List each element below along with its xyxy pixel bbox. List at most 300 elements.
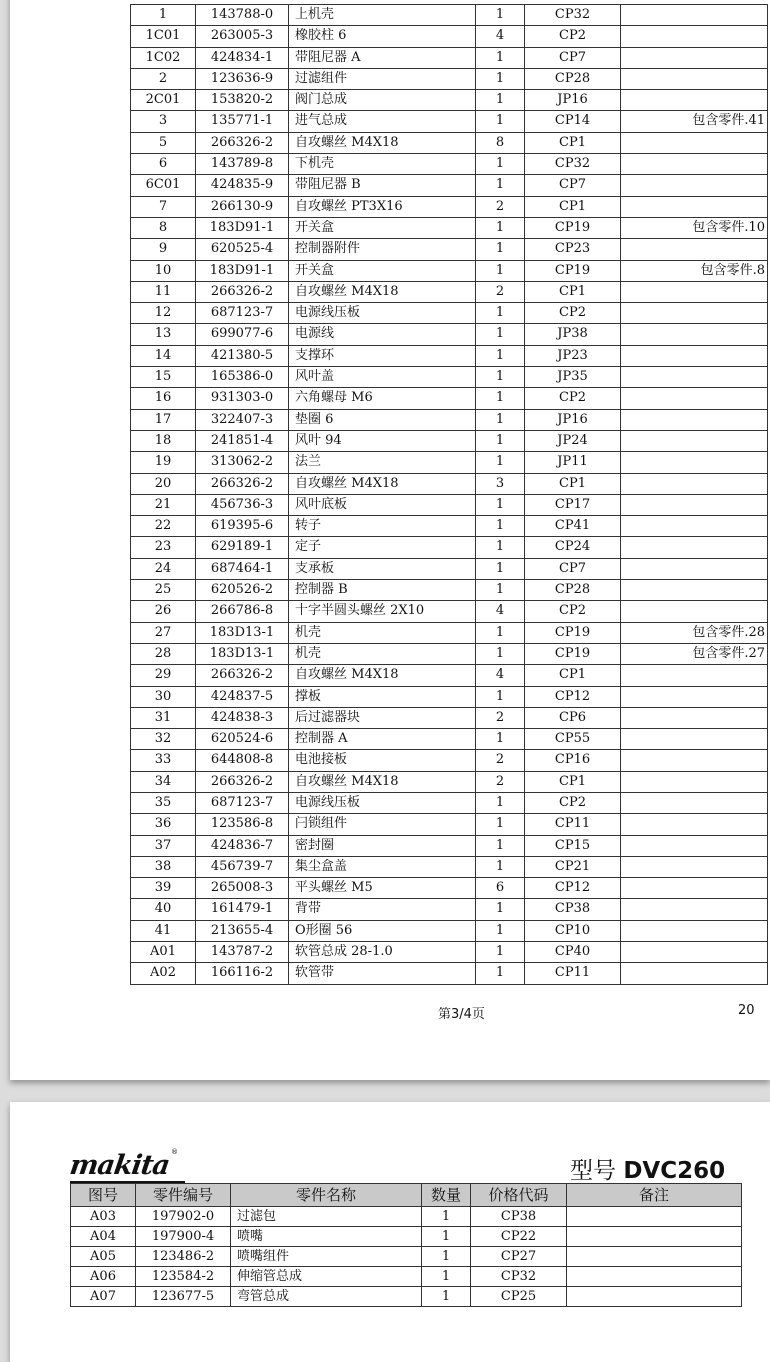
cell-no: A05 bbox=[71, 1247, 136, 1267]
cell-quantity: 1 bbox=[476, 835, 525, 856]
cell-part-number: 123586-8 bbox=[196, 814, 289, 835]
footer-date: 20 bbox=[738, 1003, 755, 1018]
cell-quantity: 1 bbox=[476, 260, 525, 281]
cell-part-number: 197902-0 bbox=[136, 1207, 231, 1227]
cell-no: 37 bbox=[131, 835, 196, 856]
cell-quantity: 1 bbox=[476, 580, 525, 601]
cell-price-code: CP1 bbox=[525, 281, 621, 302]
cell-part-name: 电源线 bbox=[289, 324, 476, 345]
cell-price-code: JP11 bbox=[525, 452, 621, 473]
cell-price-code: CP17 bbox=[525, 494, 621, 515]
cell-price-code: CP14 bbox=[525, 111, 621, 132]
cell-part-number: 424834-1 bbox=[196, 47, 289, 68]
cell-part-name: 垫圈 6 bbox=[289, 409, 476, 430]
cell-part-name: 带阻尼器 A bbox=[289, 47, 476, 68]
cell-price-code: CP11 bbox=[525, 963, 621, 984]
cell-part-name: 过滤组件 bbox=[289, 68, 476, 89]
cell-no: 5 bbox=[131, 132, 196, 153]
table-row bbox=[131, 771, 768, 792]
cell-part-name: 六角螺母 M6 bbox=[289, 388, 476, 409]
cell-remark bbox=[621, 920, 768, 941]
table-row bbox=[131, 707, 768, 728]
cell-quantity: 1 bbox=[476, 239, 525, 260]
table-row bbox=[131, 154, 768, 175]
cell-remark bbox=[621, 750, 768, 771]
cell-price-code: CP22 bbox=[471, 1227, 567, 1247]
cell-quantity: 1 bbox=[476, 452, 525, 473]
cell-part-name: 风叶盖 bbox=[289, 367, 476, 388]
cell-part-number: 266326-2 bbox=[196, 281, 289, 302]
makita-logo: makita bbox=[67, 1150, 172, 1181]
cell-part-number: 213655-4 bbox=[196, 920, 289, 941]
table-row bbox=[131, 494, 768, 515]
cell-remark bbox=[621, 132, 768, 153]
cell-quantity: 1 bbox=[476, 324, 525, 345]
cell-quantity: 1 bbox=[476, 367, 525, 388]
cell-part-number: 322407-3 bbox=[196, 409, 289, 430]
cell-price-code: CP7 bbox=[525, 558, 621, 579]
cell-quantity: 1 bbox=[476, 558, 525, 579]
cell-part-name: 下机壳 bbox=[289, 154, 476, 175]
cell-part-name: 自攻螺丝 M4X18 bbox=[289, 771, 476, 792]
cell-no: 12 bbox=[131, 303, 196, 324]
cell-price-code: CP19 bbox=[525, 622, 621, 643]
cell-no: 20 bbox=[131, 473, 196, 494]
cell-remark bbox=[621, 963, 768, 984]
cell-remark bbox=[621, 878, 768, 899]
cell-quantity: 1 bbox=[476, 729, 525, 750]
cell-part-number: 644808-8 bbox=[196, 750, 289, 771]
cell-part-number: 699077-6 bbox=[196, 324, 289, 345]
cell-quantity: 1 bbox=[476, 5, 525, 26]
table-row bbox=[131, 260, 768, 281]
cell-no: 16 bbox=[131, 388, 196, 409]
cell-no: 1C02 bbox=[131, 47, 196, 68]
cell-part-name: 自攻螺丝 M4X18 bbox=[289, 665, 476, 686]
cell-part-name: 机壳 bbox=[289, 622, 476, 643]
model-label: 型号 bbox=[570, 1158, 616, 1184]
cell-price-code: CP28 bbox=[525, 580, 621, 601]
cell-no: 39 bbox=[131, 878, 196, 899]
table-row bbox=[131, 537, 768, 558]
cell-part-number: 165386-0 bbox=[196, 367, 289, 388]
cell-part-name: 法兰 bbox=[289, 452, 476, 473]
table-row bbox=[131, 856, 768, 877]
cell-no: 38 bbox=[131, 856, 196, 877]
cell-quantity: 1 bbox=[476, 814, 525, 835]
table-row bbox=[131, 665, 768, 686]
cell-remark bbox=[621, 856, 768, 877]
cell-part-number: 241851-4 bbox=[196, 430, 289, 451]
cell-price-code: CP15 bbox=[525, 835, 621, 856]
cell-no: A02 bbox=[131, 963, 196, 984]
cell-remark bbox=[621, 409, 768, 430]
cell-part-name: 机壳 bbox=[289, 643, 476, 664]
table-header-row bbox=[71, 1184, 742, 1207]
cell-remark bbox=[621, 68, 768, 89]
cell-no: 24 bbox=[131, 558, 196, 579]
cell-price-code: CP2 bbox=[525, 388, 621, 409]
cell-no: 9 bbox=[131, 239, 196, 260]
cell-quantity: 1 bbox=[476, 345, 525, 366]
cell-price-code: CP11 bbox=[525, 814, 621, 835]
table-row bbox=[131, 920, 768, 941]
table-row bbox=[131, 68, 768, 89]
cell-price-code: CP41 bbox=[525, 516, 621, 537]
cell-price-code: CP2 bbox=[525, 26, 621, 47]
cell-part-number: 183D13-1 bbox=[196, 643, 289, 664]
cell-remark bbox=[621, 942, 768, 963]
cell-price-code: CP27 bbox=[471, 1247, 567, 1267]
cell-no: 31 bbox=[131, 707, 196, 728]
cell-part-name: 控制器附件 bbox=[289, 239, 476, 260]
table-row bbox=[131, 558, 768, 579]
cell-part-name: 自攻螺丝 M4X18 bbox=[289, 281, 476, 302]
cell-quantity: 2 bbox=[476, 707, 525, 728]
cell-part-name: 定子 bbox=[289, 537, 476, 558]
cell-part-number: 266326-2 bbox=[196, 473, 289, 494]
cell-remark bbox=[621, 239, 768, 260]
cell-part-name: 过滤包 bbox=[231, 1207, 422, 1227]
table-row bbox=[131, 409, 768, 430]
cell-no: 33 bbox=[131, 750, 196, 771]
cell-price-code: CP24 bbox=[525, 537, 621, 558]
cell-quantity: 6 bbox=[476, 878, 525, 899]
cell-part-name: 喷嘴 bbox=[231, 1227, 422, 1247]
table-row bbox=[131, 814, 768, 835]
table-row bbox=[131, 239, 768, 260]
cell-no: 13 bbox=[131, 324, 196, 345]
cell-part-number: 123486-2 bbox=[136, 1247, 231, 1267]
cell-part-number: 265008-3 bbox=[196, 878, 289, 899]
parts-table-body-continued bbox=[71, 1207, 742, 1307]
cell-part-name: O形圈 56 bbox=[289, 920, 476, 941]
cell-price-code: CP1 bbox=[525, 665, 621, 686]
cell-price-code: CP2 bbox=[525, 792, 621, 813]
cell-quantity: 3 bbox=[476, 473, 525, 494]
cell-no: 7 bbox=[131, 196, 196, 217]
cell-part-name: 橡胶柱 6 bbox=[289, 26, 476, 47]
cell-no: 34 bbox=[131, 771, 196, 792]
cell-remark bbox=[621, 473, 768, 494]
cell-remark bbox=[621, 430, 768, 451]
cell-remark bbox=[621, 707, 768, 728]
cell-part-number: 313062-2 bbox=[196, 452, 289, 473]
table-row bbox=[131, 942, 768, 963]
cell-quantity: 4 bbox=[476, 601, 525, 622]
table-row bbox=[131, 175, 768, 196]
cell-no: 6 bbox=[131, 154, 196, 175]
cell-quantity: 1 bbox=[476, 388, 525, 409]
cell-quantity: 1 bbox=[476, 303, 525, 324]
document-page-3 bbox=[10, 0, 770, 1080]
cell-remark bbox=[621, 90, 768, 111]
model-value: DVC260 bbox=[623, 1158, 726, 1184]
header-name: 零件名称 bbox=[231, 1184, 422, 1207]
table-row bbox=[131, 878, 768, 899]
cell-part-number: 620524-6 bbox=[196, 729, 289, 750]
cell-quantity: 1 bbox=[476, 175, 525, 196]
cell-remark bbox=[621, 729, 768, 750]
cell-no: 1C01 bbox=[131, 26, 196, 47]
cell-remark bbox=[621, 494, 768, 515]
cell-no: 27 bbox=[131, 622, 196, 643]
cell-no: 28 bbox=[131, 643, 196, 664]
cell-remark bbox=[567, 1227, 742, 1247]
table-row bbox=[131, 132, 768, 153]
cell-remark: 包含零件.41 bbox=[621, 111, 768, 132]
cell-quantity: 1 bbox=[476, 154, 525, 175]
cell-part-name: 电池接板 bbox=[289, 750, 476, 771]
cell-part-number: 153820-2 bbox=[196, 90, 289, 111]
cell-no: 40 bbox=[131, 899, 196, 920]
model-heading bbox=[570, 1152, 725, 1185]
table-row bbox=[131, 473, 768, 494]
cell-remark bbox=[621, 367, 768, 388]
cell-part-name: 上机壳 bbox=[289, 5, 476, 26]
page-number: 第3/4页 bbox=[438, 1007, 485, 1022]
cell-part-number: 620525-4 bbox=[196, 239, 289, 260]
cell-price-code: CP38 bbox=[471, 1207, 567, 1227]
cell-price-code: CP6 bbox=[525, 707, 621, 728]
cell-no: 17 bbox=[131, 409, 196, 430]
cell-no: 35 bbox=[131, 792, 196, 813]
cell-remark bbox=[621, 601, 768, 622]
cell-quantity: 2 bbox=[476, 771, 525, 792]
cell-part-name: 软管总成 28-1.0 bbox=[289, 942, 476, 963]
cell-no: 1 bbox=[131, 5, 196, 26]
cell-price-code: CP12 bbox=[525, 878, 621, 899]
cell-no: A03 bbox=[71, 1207, 136, 1227]
cell-part-name: 自攻螺丝 PT3X16 bbox=[289, 196, 476, 217]
cell-part-name: 集尘盒盖 bbox=[289, 856, 476, 877]
cell-part-number: 424838-3 bbox=[196, 707, 289, 728]
cell-part-name: 支承板 bbox=[289, 558, 476, 579]
cell-quantity: 1 bbox=[422, 1267, 471, 1287]
cell-remark bbox=[621, 47, 768, 68]
cell-quantity: 1 bbox=[476, 430, 525, 451]
cell-quantity: 4 bbox=[476, 665, 525, 686]
cell-remark bbox=[567, 1207, 742, 1227]
cell-price-code: CP1 bbox=[525, 132, 621, 153]
table-row bbox=[131, 643, 768, 664]
cell-quantity: 8 bbox=[476, 132, 525, 153]
cell-price-code: CP21 bbox=[525, 856, 621, 877]
cell-quantity: 1 bbox=[476, 90, 525, 111]
cell-remark bbox=[621, 814, 768, 835]
cell-price-code: JP23 bbox=[525, 345, 621, 366]
cell-part-number: 629189-1 bbox=[196, 537, 289, 558]
cell-part-name: 背带 bbox=[289, 899, 476, 920]
cell-part-number: 143787-2 bbox=[196, 942, 289, 963]
cell-part-name: 自攻螺丝 M4X18 bbox=[289, 473, 476, 494]
cell-no: 30 bbox=[131, 686, 196, 707]
cell-part-number: 266326-2 bbox=[196, 132, 289, 153]
cell-remark: 包含零件.8 bbox=[621, 260, 768, 281]
cell-part-number: 620526-2 bbox=[196, 580, 289, 601]
cell-quantity: 2 bbox=[476, 750, 525, 771]
table-row bbox=[71, 1267, 742, 1287]
cell-no: 21 bbox=[131, 494, 196, 515]
cell-remark bbox=[621, 452, 768, 473]
cell-remark bbox=[621, 792, 768, 813]
cell-remark: 包含零件.10 bbox=[621, 217, 768, 238]
cell-remark bbox=[621, 580, 768, 601]
cell-quantity: 1 bbox=[476, 856, 525, 877]
cell-remark bbox=[621, 345, 768, 366]
cell-remark bbox=[567, 1247, 742, 1267]
cell-quantity: 1 bbox=[476, 537, 525, 558]
cell-no: 18 bbox=[131, 430, 196, 451]
cell-remark bbox=[621, 558, 768, 579]
cell-price-code: JP16 bbox=[525, 90, 621, 111]
cell-quantity: 1 bbox=[476, 792, 525, 813]
table-row bbox=[131, 90, 768, 111]
cell-part-name: 控制器 B bbox=[289, 580, 476, 601]
cell-quantity: 2 bbox=[476, 281, 525, 302]
cell-part-number: 161479-1 bbox=[196, 899, 289, 920]
cell-quantity: 2 bbox=[476, 196, 525, 217]
cell-part-number: 687123-7 bbox=[196, 303, 289, 324]
cell-quantity: 1 bbox=[476, 217, 525, 238]
table-row bbox=[131, 899, 768, 920]
table-row bbox=[131, 835, 768, 856]
cell-remark bbox=[621, 835, 768, 856]
cell-no: A06 bbox=[71, 1267, 136, 1287]
cell-quantity: 1 bbox=[476, 47, 525, 68]
cell-price-code: CP10 bbox=[525, 920, 621, 941]
cell-price-code: CP1 bbox=[525, 771, 621, 792]
cell-remark bbox=[621, 899, 768, 920]
cell-price-code: JP38 bbox=[525, 324, 621, 345]
cell-price-code: CP32 bbox=[525, 5, 621, 26]
cell-part-name: 风叶 94 bbox=[289, 430, 476, 451]
table-row bbox=[131, 601, 768, 622]
cell-no: 3 bbox=[131, 111, 196, 132]
table-row bbox=[131, 281, 768, 302]
cell-part-name: 密封圈 bbox=[289, 835, 476, 856]
table-row bbox=[131, 430, 768, 451]
cell-part-name: 十字半圆头螺丝 2X10 bbox=[289, 601, 476, 622]
cell-part-name: 开关盒 bbox=[289, 217, 476, 238]
cell-part-name: 弯管总成 bbox=[231, 1287, 422, 1307]
cell-remark: 包含零件.27 bbox=[621, 643, 768, 664]
cell-price-code: CP55 bbox=[525, 729, 621, 750]
table-row bbox=[131, 47, 768, 68]
cell-part-number: 424835-9 bbox=[196, 175, 289, 196]
cell-part-number: 123677-5 bbox=[136, 1287, 231, 1307]
cell-part-name: 风叶底板 bbox=[289, 494, 476, 515]
cell-part-number: 421380-5 bbox=[196, 345, 289, 366]
table-row bbox=[131, 750, 768, 771]
cell-no: 32 bbox=[131, 729, 196, 750]
cell-quantity: 1 bbox=[476, 494, 525, 515]
cell-no: A07 bbox=[71, 1287, 136, 1307]
cell-no: 10 bbox=[131, 260, 196, 281]
cell-part-number: 123636-9 bbox=[196, 68, 289, 89]
cell-part-name: 控制器 A bbox=[289, 729, 476, 750]
cell-price-code: CP23 bbox=[525, 239, 621, 260]
cell-no: 23 bbox=[131, 537, 196, 558]
cell-part-number: 266786-8 bbox=[196, 601, 289, 622]
cell-quantity: 1 bbox=[422, 1227, 471, 1247]
table-row bbox=[71, 1247, 742, 1267]
cell-part-name: 喷嘴组件 bbox=[231, 1247, 422, 1267]
table-row bbox=[131, 217, 768, 238]
cell-price-code: CP19 bbox=[525, 260, 621, 281]
cell-remark bbox=[621, 388, 768, 409]
registered-mark: ® bbox=[171, 1148, 178, 1156]
cell-quantity: 1 bbox=[476, 622, 525, 643]
cell-quantity: 1 bbox=[476, 68, 525, 89]
table-row bbox=[131, 729, 768, 750]
header-no: 图号 bbox=[71, 1184, 136, 1207]
cell-remark bbox=[621, 771, 768, 792]
cell-price-code: JP35 bbox=[525, 367, 621, 388]
cell-no: 22 bbox=[131, 516, 196, 537]
cell-part-name: 软管带 bbox=[289, 963, 476, 984]
table-row bbox=[71, 1287, 742, 1307]
header-remark: 备注 bbox=[567, 1184, 742, 1207]
cell-part-number: 931303-0 bbox=[196, 388, 289, 409]
cell-part-number: 687464-1 bbox=[196, 558, 289, 579]
cell-part-name: 自攻螺丝 M4X18 bbox=[289, 132, 476, 153]
cell-price-code: CP2 bbox=[525, 601, 621, 622]
cell-part-name: 伸缩管总成 bbox=[231, 1267, 422, 1287]
cell-quantity: 1 bbox=[476, 942, 525, 963]
cell-part-number: 263005-3 bbox=[196, 26, 289, 47]
cell-part-number: 197900-4 bbox=[136, 1227, 231, 1247]
cell-remark bbox=[621, 516, 768, 537]
cell-quantity: 1 bbox=[422, 1287, 471, 1307]
cell-price-code: CP40 bbox=[525, 942, 621, 963]
cell-remark bbox=[621, 324, 768, 345]
cell-price-code: CP1 bbox=[525, 196, 621, 217]
cell-remark bbox=[621, 196, 768, 217]
cell-part-name: 转子 bbox=[289, 516, 476, 537]
table-row bbox=[131, 5, 768, 26]
cell-no: A04 bbox=[71, 1227, 136, 1247]
cell-no: 19 bbox=[131, 452, 196, 473]
cell-remark bbox=[621, 5, 768, 26]
cell-price-code: CP1 bbox=[525, 473, 621, 494]
cell-remark: 包含零件.28 bbox=[621, 622, 768, 643]
table-row bbox=[131, 686, 768, 707]
cell-part-number: 687123-7 bbox=[196, 792, 289, 813]
cell-price-code: CP19 bbox=[525, 217, 621, 238]
parts-table-continued bbox=[70, 1183, 742, 1307]
cell-part-number: 266326-2 bbox=[196, 771, 289, 792]
cell-part-number: 183D91-1 bbox=[196, 260, 289, 281]
cell-no: A01 bbox=[131, 942, 196, 963]
cell-part-number: 266130-9 bbox=[196, 196, 289, 217]
table-row bbox=[131, 388, 768, 409]
cell-price-code: CP38 bbox=[525, 899, 621, 920]
cell-price-code: JP16 bbox=[525, 409, 621, 430]
cell-remark bbox=[567, 1267, 742, 1287]
cell-quantity: 1 bbox=[476, 963, 525, 984]
cell-remark bbox=[567, 1287, 742, 1307]
cell-part-number: 123584-2 bbox=[136, 1267, 231, 1287]
cell-quantity: 1 bbox=[422, 1247, 471, 1267]
cell-part-name: 开关盒 bbox=[289, 260, 476, 281]
cell-price-code: CP28 bbox=[525, 68, 621, 89]
cell-part-number: 424836-7 bbox=[196, 835, 289, 856]
cell-remark bbox=[621, 281, 768, 302]
cell-part-name: 支撑环 bbox=[289, 345, 476, 366]
cell-price-code: CP12 bbox=[525, 686, 621, 707]
header-part: 零件编号 bbox=[136, 1184, 231, 1207]
